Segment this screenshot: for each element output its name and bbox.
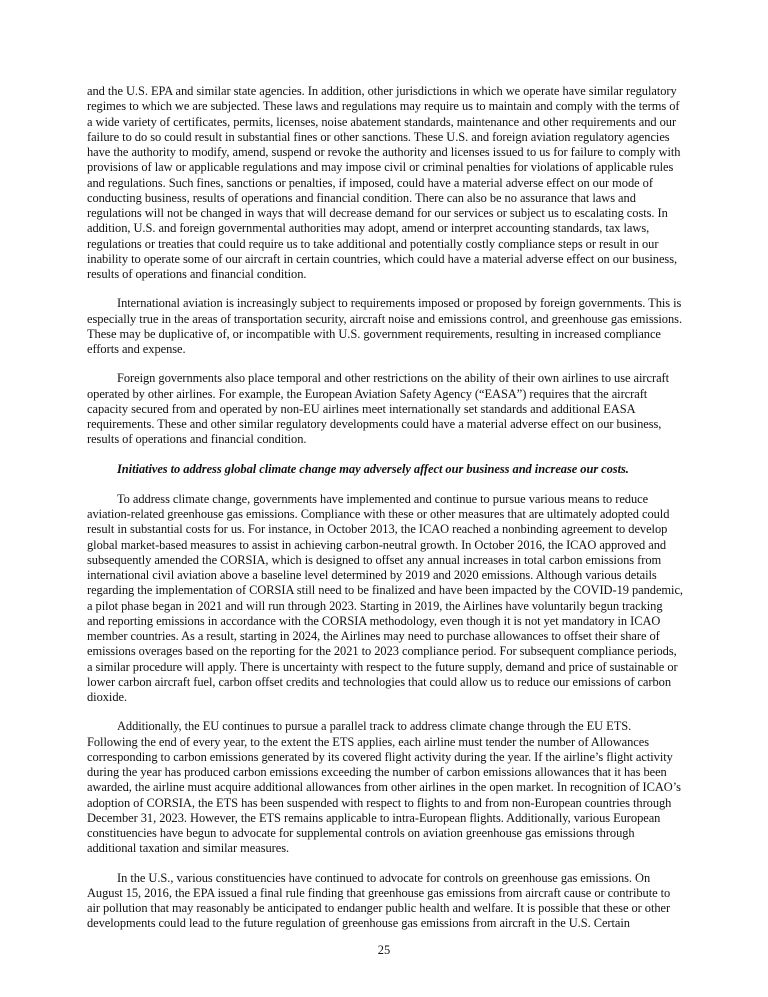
paragraph-foreign-governments: Foreign governments also place temporal and other restrictions on the ability of their own airlines to use aircraft operated by other airlines. For example, the European Aviation Safety Agency (“EASA”) requires that the aircraft capacity secured from and operated by non-EU airlines meet internationally set standards and additional EASA requirements. These and other similar regulatory developments could have a material adverse effect on our business, results of operations and financial condition. [87, 371, 670, 447]
section-heading-climate-change: Initiatives to address global climate change may adversely affect our business and increase our costs. [117, 461, 629, 476]
paragraph-climate-measures: To address climate change, governments have implemented and continue to pursue various means to reduce aviation-related greenhouse gas emissions. Compliance with these or other measures that are ultimately adopted could result in substantial costs for us. For instance, in October 2013, the ICAO reached a nonbinding agreement to develop global market-based measures to assist in achieving carbon-neutral growth. In October 2016, the ICAO approved and subsequently amended the CORSIA, which is designed to offset any annual increases in total carbon emissions from international civil aviation above a baseline level determined by 2019 and 2020 emissions. Although various details regarding the implementation of CORSIA still need to be finalized and have been impacted by the COVID-19 pandemic, a pilot phase began in 2021 and will run through 2023. Starting in 2019, the Airlines have voluntarily begun tracking and reporting emissions in accordance with the CORSIA methodology, even though it is not yet mandatory in ICAO member countries. As a result, starting in 2024, the Airlines may need to purchase allowances to offset their share of emissions overages based on the reporting for the 2021 to 2023 compliance period. For subsequent compliance periods, a similar procedure will apply. There is uncertainty with respect to the future supply, demand and price of sustainable or lower carbon aircraft fuel, carbon offset credits and technologies that could allow us to reduce our emissions of carbon dioxide. [87, 491, 683, 704]
document-page [87, 84, 683, 946]
paragraph-us-constituencies: In the U.S., various constituencies have continued to advocate for controls on greenhouse gas emissions. On August 15, 2016, the EPA issued a final rule finding that greenhouse gas emissions from aircraft cause or contribute to air pollution that may reasonably be anticipated to endanger public health and welfare. It is possible that these or other developments could lead to the future regulation of greenhouse gas emissions from aircraft in the U.S. Certain [87, 870, 671, 931]
paragraph-regulatory-regimes: and the U.S. EPA and similar state agencies. In addition, other jurisdictions in which we operate have similar regulatory regimes to which we are subjected. These laws and regulations may require us to maintain and comply with the terms of a wide variety of certificates, permits, licenses, noise abatement standards, maintenance and other requirements and our failure to do so could result in substantial fines or other sanctions. These U.S. and foreign aviation regulatory agencies have the authority to modify, amend, suspend or revoke the authority and licenses issued to us for failure to comply with provisions of law or applicable regulations and may impose civil or criminal penalties for violations of applicable rules and regulations. Such fines, sanctions or penalties, if imposed, could have a material adverse effect on our mode of conducting business, results of operations and financial condition. There can also be no assurance that laws and regulations will not be changed in ways that will decrease demand for our services or subject us to escalating costs. In addition, U.S. and foreign governmental authorities may adopt, amend or interpret accounting standards, tax laws, regulations or treaties that could require us to take additional and potentially costly compliance steps or result in our inability to operate some of our aircraft in certain countries, which could have a material adverse effect on our business, results of operations and financial condition. [87, 84, 681, 281]
paragraph-eu-ets: Additionally, the EU continues to pursue a parallel track to address climate change through the EU ETS. Following the end of every year, to the extent the ETS applies, each airline must tender the number of Allowances corresponding to carbon emissions generated by its covered flight activity during the year. If the airline’s flight activity during the year has produced carbon emissions exceeding the number of carbon emissions allowances that it has been awarded, the airline must acquire additional allowances from other airlines in the open market. In recognition of ICAO’s adoption of CORSIA, the ETS has been suspended with respect to flights to and from non-European countries through December 31, 2023. However, the ETS remains applicable to intra-European flights. Additionally, various European constituencies have begun to advocate for supplemental controls on aviation greenhouse gas emissions through additional taxation and similar measures. [87, 719, 681, 856]
page-number: 25 [377, 943, 391, 957]
paragraph-international-aviation: International aviation is increasingly subject to requirements imposed or proposed by foreign governments. This is especially true in the areas of transportation security, aircraft noise and emissions control, and greenhouse gas emissions. These may be duplicative of, or incompatible with U.S. government requirements, resulting in increased compliance efforts and expense. [87, 296, 682, 356]
